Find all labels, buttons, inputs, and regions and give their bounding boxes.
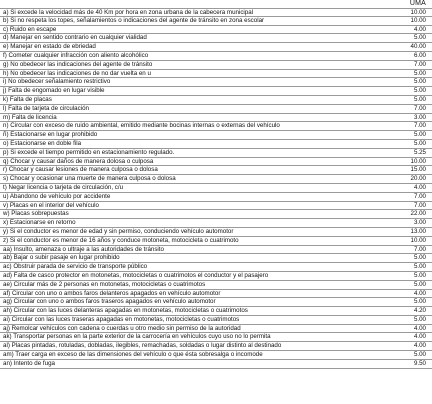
uma-amount: 7.00: [413, 192, 426, 200]
infraction-description: ad) Falta de casco protector en motonetas, motocicletas o cuatrimotos el conductor y el pasajero: [3, 271, 269, 279]
infraction-description: an) Intento de fuga: [3, 359, 55, 367]
uma-amount: 5.00: [413, 254, 426, 262]
infraction-description: j) Falta de engomado en lugar visible: [3, 87, 105, 95]
table-row: [0, 281, 432, 290]
table-row: [0, 87, 432, 96]
infraction-description: r) Chocar y causar lesiones de manera culposa o dolosa: [3, 166, 158, 174]
uma-amount: 7.00: [413, 201, 426, 209]
table-row: [0, 228, 432, 237]
fines-table: [0, 8, 432, 404]
table-row: [0, 158, 432, 167]
uma-amount: 10.00: [410, 157, 426, 165]
table-row: [0, 166, 432, 175]
infraction-description: ñ) Estacionarse en lugar prohibido: [3, 131, 98, 139]
table-row: [0, 254, 432, 263]
infraction-description: f) Cometer cualquier infracción con aliento alcohólico: [3, 51, 149, 59]
infraction-description: aj) Remolcar vehículos con cadena o cuerdas u otro medio sin permiso de la autoridad: [3, 324, 241, 332]
infraction-description: b) Si no respeta los topes, señalamientos o indicaciones del agente de tránsito en zona escolar: [3, 16, 265, 24]
infraction-description: q) Chocar y causar daños de manera dolosa o culposa: [3, 157, 154, 165]
table-row: [0, 131, 432, 140]
table-row: [0, 78, 432, 87]
infraction-description: ai) Circular con las luces traseras apagadas en motonetas, motocicletas o cuatrimotos: [3, 315, 240, 323]
uma-amount: 5.00: [413, 78, 426, 86]
table-row: [0, 193, 432, 202]
uma-amount: 10.00: [410, 236, 426, 244]
table-row: [0, 210, 432, 219]
infraction-description: d) Manejar en sentido contrario en cualquier vialidad: [3, 34, 147, 42]
uma-amount: 4.20: [413, 307, 426, 315]
uma-amount: 5.00: [413, 351, 426, 359]
infraction-description: u) Abandono de vehículo por accidente: [3, 192, 111, 200]
table-header: [0, 0, 432, 8]
table-row: [0, 175, 432, 184]
table-row: [0, 43, 432, 52]
table-row: [0, 290, 432, 299]
uma-amount: 4.00: [413, 324, 426, 332]
uma-amount: 40.00: [410, 43, 426, 51]
table-row: [0, 316, 432, 325]
table-row: [0, 61, 432, 70]
uma-amount: 15.00: [410, 166, 426, 174]
infraction-description: y) Si el conductor es menor de edad y sin permiso, conduciendo vehículo automotor: [3, 227, 234, 235]
uma-amount: 5.00: [413, 263, 426, 271]
uma-amount: 4.00: [413, 183, 426, 191]
infraction-description: l) Falta de tarjeta de circulación: [3, 104, 89, 112]
uma-amount: 13.00: [410, 227, 426, 235]
uma-amount: 7.00: [413, 245, 426, 253]
uma-amount: 4.00: [413, 333, 426, 341]
uma-amount: 5.25: [413, 148, 426, 156]
infraction-description: ag) Circular con uno o ambos faros traseros apagados en vehículo automotor: [3, 298, 216, 306]
infraction-description: al) Placas pintadas, rotuladas, dobladas, ilegibles, remachadas, soldadas o lugar distinto al destinado: [3, 342, 282, 350]
uma-amount: 3.00: [413, 113, 426, 121]
uma-amount: 5.00: [413, 280, 426, 288]
table-row: [0, 325, 432, 334]
infraction-description: af) Circular con uno o ambos faros delanteros apagados en vehículo automotor: [3, 289, 221, 297]
infraction-description: w) Placas sobrepuestas: [3, 210, 69, 218]
infraction-description: m) Falta de licencia: [3, 113, 57, 121]
table-row: [0, 342, 432, 351]
table-row: [0, 52, 432, 61]
table-row: [0, 263, 432, 272]
infraction-description: h) No obedecer las indicaciones de no dar vuelta en u: [3, 69, 151, 77]
uma-amount: 5.00: [413, 131, 426, 139]
uma-amount: 6.00: [413, 51, 426, 59]
uma-amount: 22.00: [410, 210, 426, 218]
infraction-description: e) Manejar en estado de ebriedad: [3, 43, 96, 51]
uma-amount: 4.00: [413, 342, 426, 350]
infraction-description: a) Si excede la velocidad más de 40 Km por hora en zona urbana de la cabecera municipal: [3, 9, 254, 16]
infraction-description: p) Si excede el tiempo permitido en estacionamiento regulado.: [3, 148, 175, 156]
table-row: [0, 298, 432, 307]
uma-amount: 3.00: [413, 219, 426, 227]
table-row: [0, 8, 432, 17]
infraction-description: z) Si el conductor es menor de 16 años y conduce motoneta, motocicleta o cuatrimoto: [3, 236, 239, 244]
uma-amount: 10.00: [410, 9, 426, 16]
uma-amount: 5.00: [413, 139, 426, 147]
uma-amount: 5.00: [413, 69, 426, 77]
table-row: [0, 272, 432, 281]
uma-amount: 7.00: [413, 104, 426, 112]
uma-amount: 5.00: [413, 298, 426, 306]
infraction-description: ac) Obstruir parada de servicio de transporte público: [3, 263, 148, 271]
infraction-description: c) Ruido en escape: [3, 25, 57, 33]
infraction-description: t) Negar licencia o tarjeta de circulación, c/u: [3, 183, 124, 191]
infraction-description: x) Estacionarse en retorno: [3, 219, 76, 227]
table-row: [0, 360, 432, 369]
table-row: [0, 26, 432, 35]
table-row: [0, 17, 432, 26]
uma-amount: 5.00: [413, 315, 426, 323]
infraction-description: am) Traer carga en exceso de las dimensiones del vehículo o que ésta sobresalga o incomode: [3, 351, 263, 359]
infraction-description: aa) Insulto, amenaza o ultraje a las autoridades de tránsito: [3, 245, 164, 253]
uma-amount: 5.00: [413, 271, 426, 279]
uma-amount: 5.00: [413, 95, 426, 103]
uma-amount: 5.00: [413, 34, 426, 42]
uma-amount: 10.00: [410, 16, 426, 24]
table-row: [0, 307, 432, 316]
uma-amount: 4.00: [413, 25, 426, 33]
table-row: [0, 202, 432, 211]
table-row: [0, 149, 432, 158]
infraction-description: v) Placas en el interior del vehículo: [3, 201, 99, 209]
table-row: [0, 34, 432, 43]
uma-amount: 20.00: [410, 175, 426, 183]
uma-amount: 7.00: [413, 122, 426, 130]
table-row: [0, 140, 432, 149]
table-row: [0, 114, 432, 123]
table-row: [0, 184, 432, 193]
table-row: [0, 219, 432, 228]
infraction-description: o) Estacionarse en doble fila: [3, 139, 82, 147]
table-row: [0, 237, 432, 246]
uma-amount: 5.00: [413, 87, 426, 95]
infraction-description: s) Chocar y ocasionar una muerte de manera culposa o dolosa: [3, 175, 176, 183]
table-row: [0, 246, 432, 255]
table-row: [0, 122, 432, 131]
infraction-description: ab) Bajar o subir pasaje en lugar prohibido: [3, 254, 120, 262]
uma-column-header: UMA: [409, 0, 426, 7]
infraction-description: i) No obedecer señalamiento restrictivo: [3, 78, 111, 86]
infraction-description: ak) Transportar personas en la parte exterior de la carrocería en vehículos cuyo uso no lo permita: [3, 333, 271, 341]
table-row: [0, 105, 432, 114]
infraction-description: ae) Circular más de 2 personas en motonetas, motocicletas o cuatrimotos: [3, 280, 206, 288]
infraction-description: n) Circular con exceso de ruido ambiental, emitido mediante bocinas internas o externas del vehículo: [3, 122, 280, 130]
uma-amount: 9.50: [413, 359, 426, 367]
table-row: [0, 351, 432, 360]
table-row: [0, 333, 432, 342]
table-row: [0, 96, 432, 105]
infraction-description: g) No obedecer las indicaciones del agente de tránsito: [3, 60, 153, 68]
infraction-description: ah) Circular con las luces delanteras apagadas en motonetas, motocicletas o cuatrimotos: [3, 307, 248, 315]
infraction-description: k) Falta de placas: [3, 95, 52, 103]
table-row: [0, 70, 432, 79]
uma-amount: 7.00: [413, 60, 426, 68]
uma-amount: 4.00: [413, 289, 426, 297]
